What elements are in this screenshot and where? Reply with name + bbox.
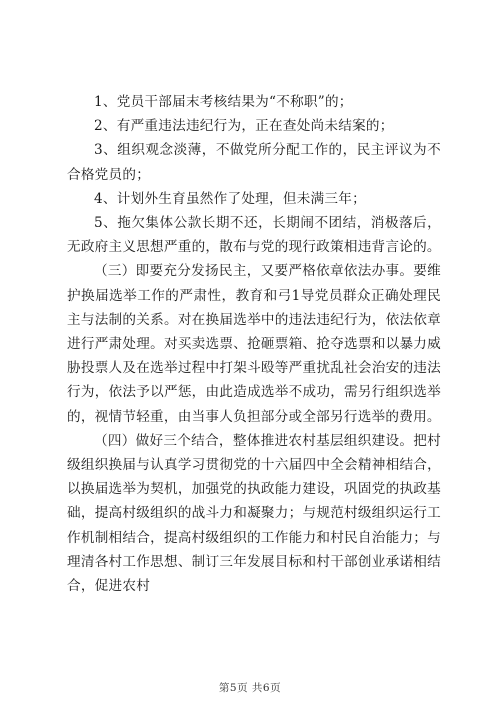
paragraph-section-4: （四）做好三个结合，整体推进农村基层组织建设。把村级组织换届与认真学习贯彻党的十六届四中全会精神相结合，以换届选举为契机，加强党的执政能力建设，巩固党的执政基础，提高村级组织的战斗力和凝聚力；与规范村级组织运行工作机制相结合，提高村级组织的工作能力和村民自治能力；与理清各村工作思想、制订三年发展目标和村干部创业承诺相结合，促进农村 [67, 432, 441, 595]
paragraph-item-1: 1、党员干部届末考核结果为“不称职”的； [94, 94, 353, 110]
page-number-footer: 第5页 共6页 [218, 682, 282, 694]
paragraph-item-3: 3、组织观念淡薄，不做党所分配工作的，民主评议为不合格党员的； [67, 142, 441, 183]
paragraph-item-2: 2、有严重违法违纪行为，正在查处尚未结案的； [94, 118, 394, 135]
paragraph-item-4: 4、计划外生育虽然作了处理，但未满三年； [94, 190, 366, 207]
document-body [67, 90, 441, 598]
paragraph-section-3: （三）即要充分发扬民主，又要严格依章依法办事。要维护换届选举工作的严肃性，教育和弓1导党员群众正确处理民主与法制的关系。对在换届选举中的违法违纪行为，依法依章进行严肃处理。对买卖选票、抢砸票箱、抢夺选票和以暴力威胁投票人及在选举过程中打架斗殴等严重扰乱社会治安的违法行为，依法予以严惩，由此造成选举不成功，需另行组织选举的，视情节轻重，由当事人负担部分或全部另行选举的费用。 [67, 263, 441, 425]
paragraph-item-5: 5、拖欠集体公款长期不还，长期闹不团结，消极落后，无政府主义思想严重的，散布与党的现行政策相违背言论的。 [67, 215, 441, 256]
